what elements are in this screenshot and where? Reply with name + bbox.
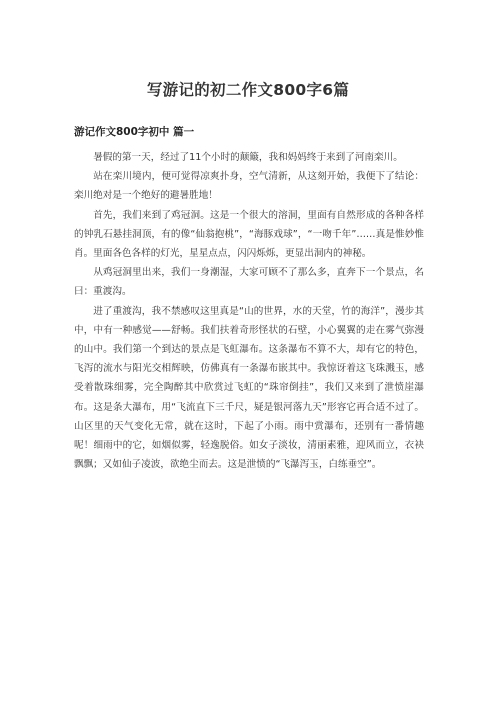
paragraph: 站在栾川境内，便可觉得凉爽扑身，空气清新，从这刻开始，我便下了结论：栾川绝对是一个绝好的避暑胜地！ xyxy=(74,171,424,202)
section-heading: 游记作文800字初中 篇一 xyxy=(74,126,195,138)
article-body xyxy=(74,148,424,474)
paragraph: 暑假的第一天，经过了11个小时的颠簸，我和妈妈终于来到了河南栾川。 xyxy=(93,152,403,163)
paragraph: 进了重渡沟，我不禁感叹这里真是“山的世界，水的天堂，竹的海洋”，漫步其中，中有一种感觉——舒畅。我们扶着奇形怪状的石壁，小心翼翼的走在雾气弥漫的山中。我们第一个到达的景点是飞虹瀑布。这条瀑布不算不大，却有它的特色，飞泻的流水与阳光交相辉映，仿佛真有一条瀑布嵌其中。我惊讶着这飞珠溅玉，感受着散珠细雾，完全陶醉其中欣赏过飞虹的“珠帘倒挂”，我们又来到了泄愤崖瀑布。这是条大瀑布，用“飞流直下三千尺，疑是银河落九天”形容它再合适不过了。山区里的天气变化无常，就在这时，下起了小雨。雨中赏瀑布，还别有一番情趣呢！细雨中的它，如烟似雾，轻逸脱俗。如女子淡妆，清丽素雅，迎风而立，衣袂飘飘；又如仙子凌波，欲绝尘而去。这是泄愤的“飞瀑泻玉，白练垂空”。 xyxy=(74,305,424,471)
paragraph: 首先，我们来到了鸡冠洞。这是一个很大的溶洞，里面有自然形成的各种各样的钟乳石悬挂洞顶，有的像“仙翁抱桃”，“海豚戏球”，“一吻千年”……真是惟妙惟肖。里面各色各样的灯光，星星点点，闪闪烁烁，更显出洞内的神秘。 xyxy=(74,209,424,260)
paragraph: 从鸡冠洞里出来，我们一身潮湿，大家可顾不了那么多，直奔下一个景点，名曰：重渡沟。 xyxy=(74,267,424,298)
document-title: 写游记的初二作文800字6篇 xyxy=(146,81,350,99)
